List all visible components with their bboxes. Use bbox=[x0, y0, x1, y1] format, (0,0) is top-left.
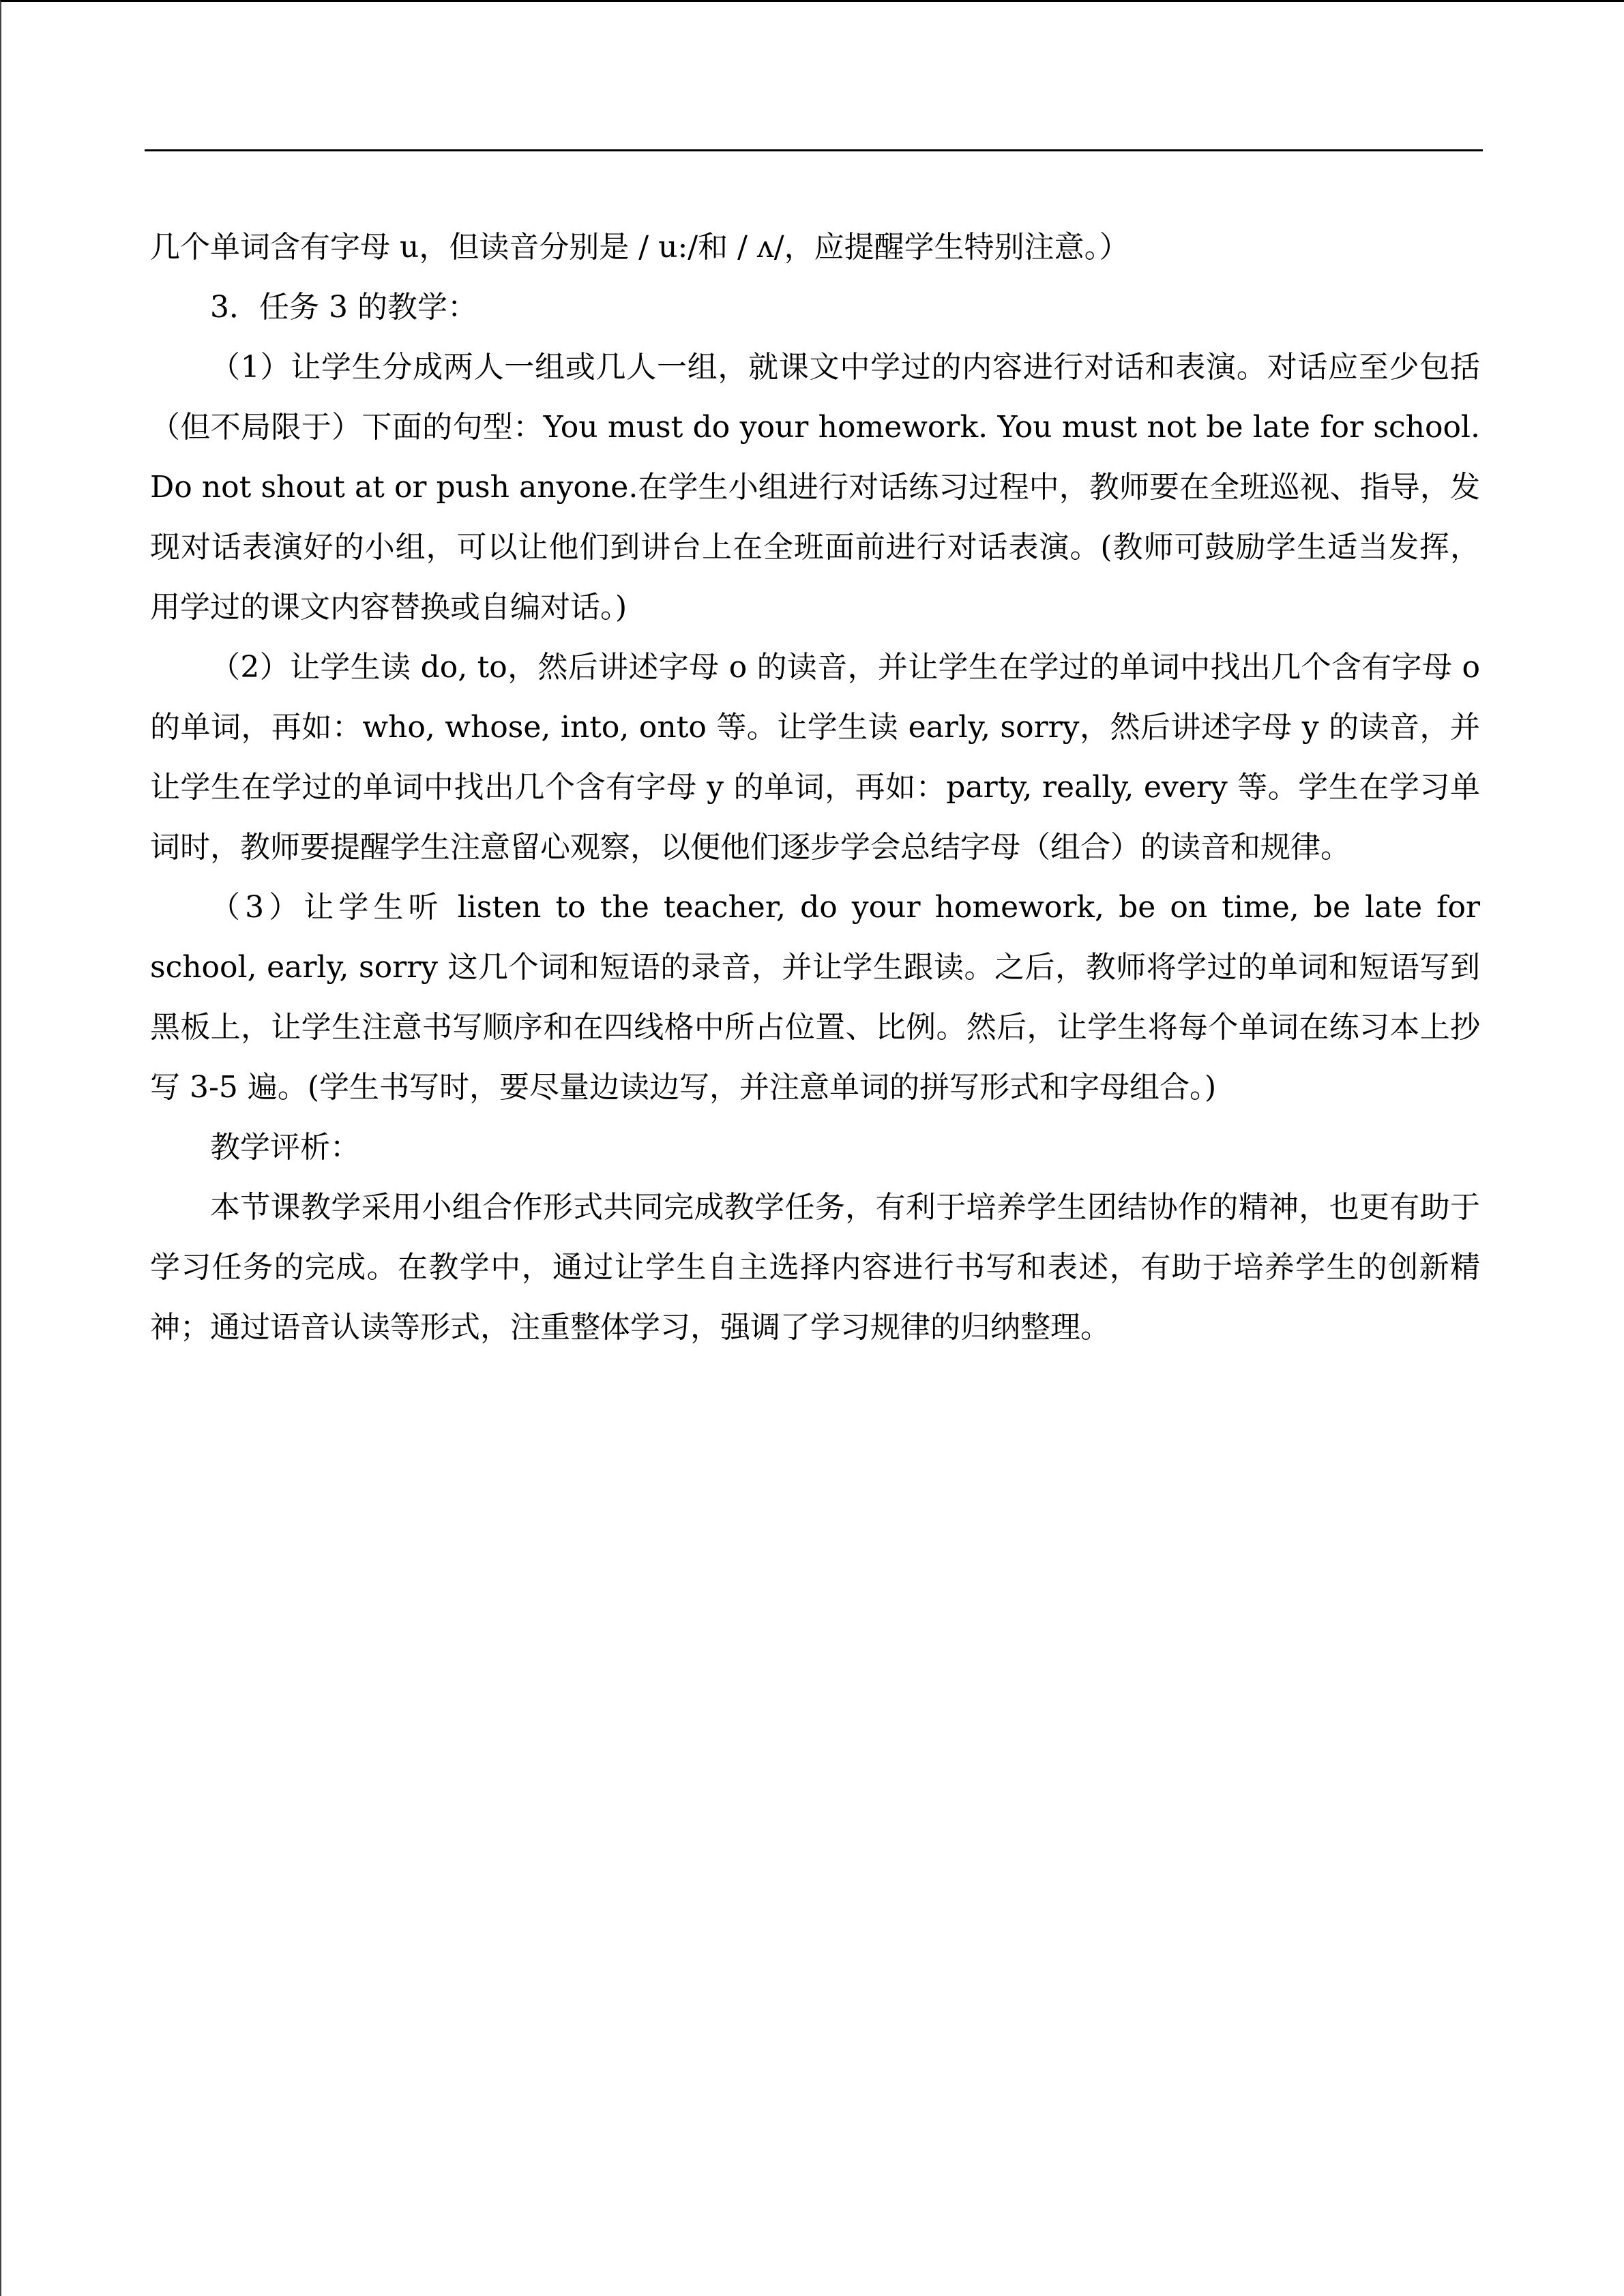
paragraph-task3-step2: （2）让学生读 do, to，然后讲述字母 o 的读音，并让学生在学过的单词中找出几个含有字母 o 的单词，再如：who, whose, into, onto 等。让学生读 early, sorry，然后讲述字母 y 的读音，并让学生在学过的单词中找出几个含有字母 y 的单词，再如：party, really, every 等。学生在学习单词时，教师要提醒学生注意留心观察，以便他们逐步学会总结字母（组合）的读音和规律。 bbox=[150, 650, 1480, 865]
paragraph-task3-heading: 3．任务 3 的教学： bbox=[210, 290, 477, 325]
header-rule bbox=[145, 149, 1483, 151]
paragraph-task3-step3: （3）让学生听 listen to the teacher, do your homework, be on time, be late for school, early, sorry 这几个词和短语的录音，并让学生跟读。之后，教师将学过的单词和短语写到黑板上，让学生注意书写顺序和在四线格中所占位置、比例。然后，让学生将每个单词在练习本上抄写 3-5 遍。(学生书写时，要尽量边读边写，并注意单词的拼写形式和字母组合。) bbox=[150, 890, 1480, 1105]
paragraph-analysis-body: 本节课教学采用小组合作形式共同完成教学任务，有利于培养学生团结协作的精神，也更有助于学习任务的完成。在教学中，通过让学生自主选择内容进行书写和表述，有助于培养学生的创新精神；通过语音认读等形式，注重整体学习，强调了学习规律的归纳整理。 bbox=[150, 1190, 1480, 1345]
paragraph-continuation: 几个单词含有字母 u，但读音分别是 / u:/和 / ʌ/，应提醒学生特别注意。） bbox=[150, 230, 1130, 265]
document-body bbox=[150, 218, 1480, 1358]
paragraph-analysis-heading: 教学评析： bbox=[210, 1130, 360, 1165]
paragraph-task3-step1: （1）让学生分成两人一组或几人一组，就课文中学过的内容进行对话和表演。对话应至少包括（但不局限于）下面的句型：You must do your homework. You must not be late for school. Do not shout at or push anyone.在学生小组进行对话练习过程中，教师要在全班巡视、指导，发现对话表演好的小组，可以让他们到讲台上在全班面前进行对话表演。(教师可鼓励学生适当发挥，用学过的课文内容替换或自编对话。) bbox=[150, 350, 1480, 625]
